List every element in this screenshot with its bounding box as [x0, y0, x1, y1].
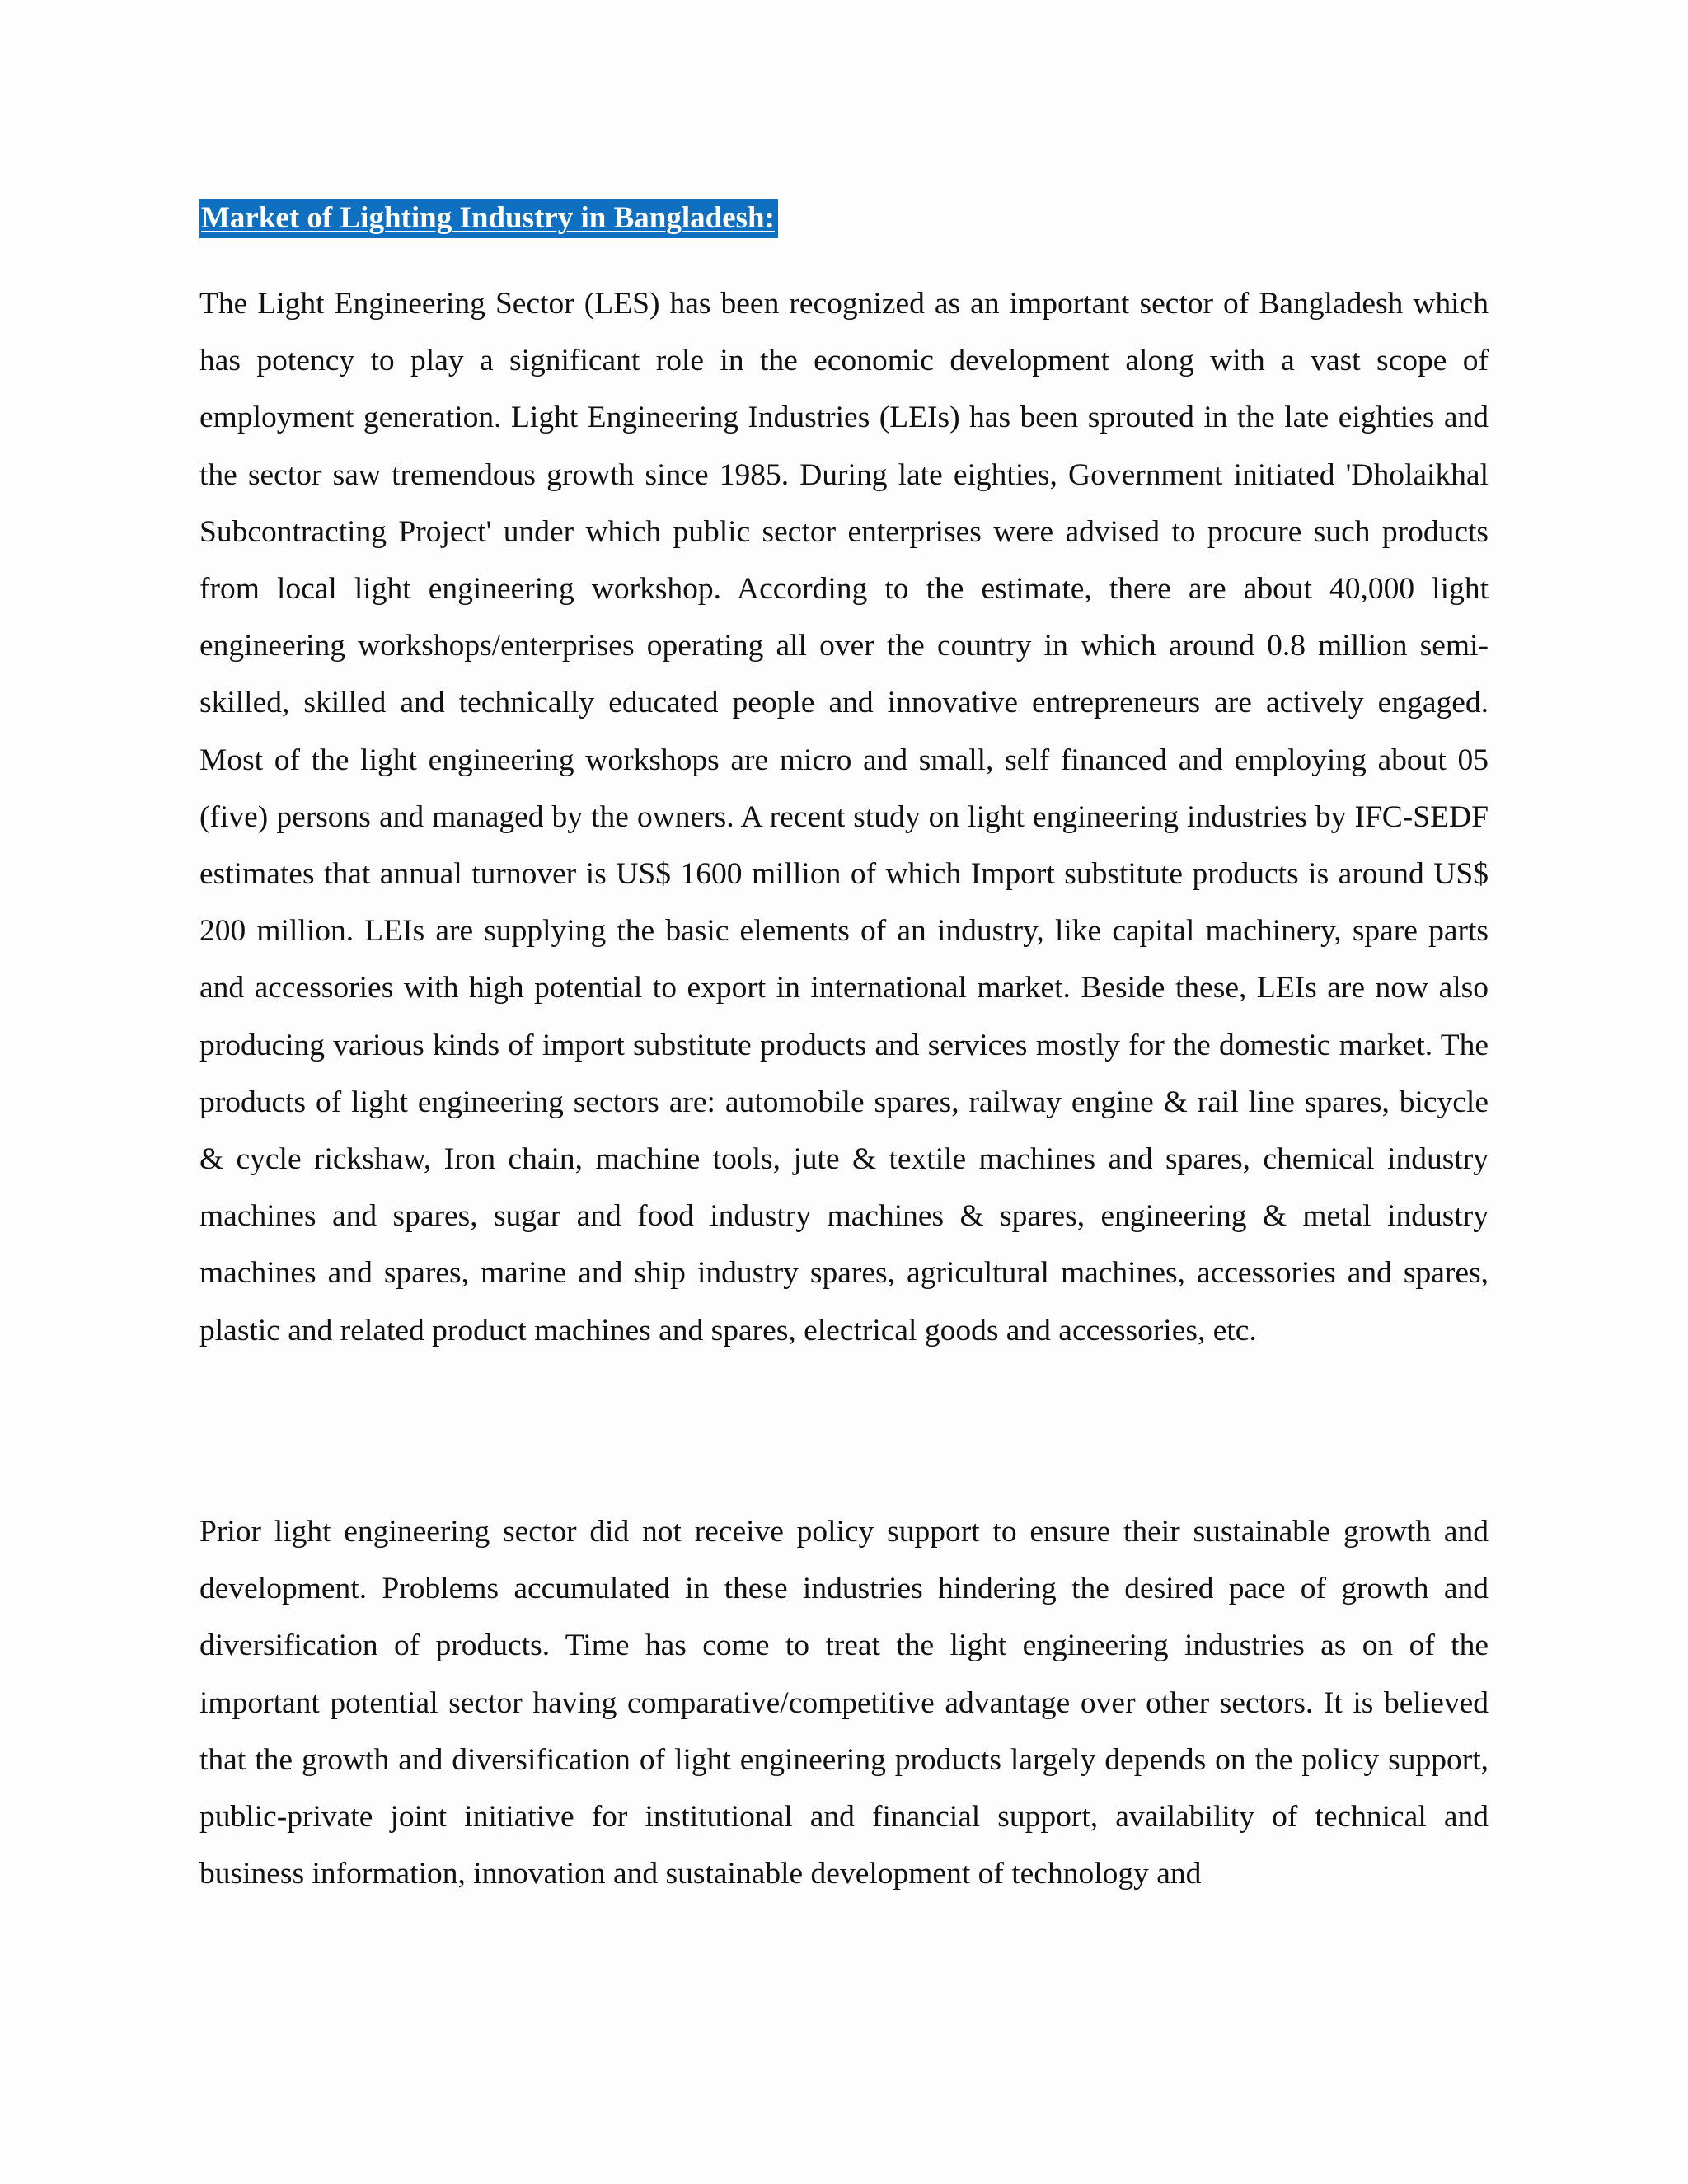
section-heading: Market of Lighting Industry in Bangladesh: [199, 199, 778, 238]
paragraph-light-engineering-sector: The Light Engineering Sector (LES) has been recognized as an important sector of Bangladesh which has potency to play a significant role in the economic development along with a vast scope of employment generation. Light Engineering Industries (LEIs) has been sprouted in the late eighties and the sector saw tremendous growth since 1985. During late eighties, Government initiated 'Dholaikhal Subcontracting Project' under which public sector enterprises were advised to procure such products from local light engineering workshop. According to the estimate, there are about 40,000 light engineering workshops/enterprises operating all over the country in which around 0.8 million semi-skilled, skilled and technically educated people and innovative entrepreneurs are actively engaged. Most of the light engineering workshops are micro and small, self financed and employing about 05 (five) persons and managed by the owners. A recent study on light engineering industries by IFC-SEDF estimates that annual turnover is US$ 1600 million of which Import substitute products is around US$ 200 million. LEIs are supplying the basic elements of an industry, like capital machinery, spare parts and accessories with high potential to export in international market. Beside these, LEIs are now also producing various kinds of import substitute products and services mostly for the domestic market. The products of light engineering sectors are: automobile spares, railway engine & rail line spares, bicycle & cycle rickshaw, Iron chain, machine tools, jute & textile machines and spares, chemical industry machines and spares, sugar and food industry machines & spares, engineering & metal industry machines and spares, marine and ship industry spares, agricultural machines, accessories and spares, plastic and related product machines and spares, electrical goods and accessories, etc. [199, 287, 1489, 1347]
paragraph-policy-support: Prior light engineering sector did not receive policy support to ensure their sustainable growth and development. Problems accumulated in these industries hindering the desired pace of growth and diversification of products. Time has come to treat the light engineering industries as on of the important potential sector having comparative/competitive advantage over other sectors. It is believed that the growth and diversification of light engineering products largely depends on the policy support, public-private joint initiative for institutional and financial support, availability of technical and business information, innovation and sustainable development of technology and [199, 1515, 1489, 1891]
